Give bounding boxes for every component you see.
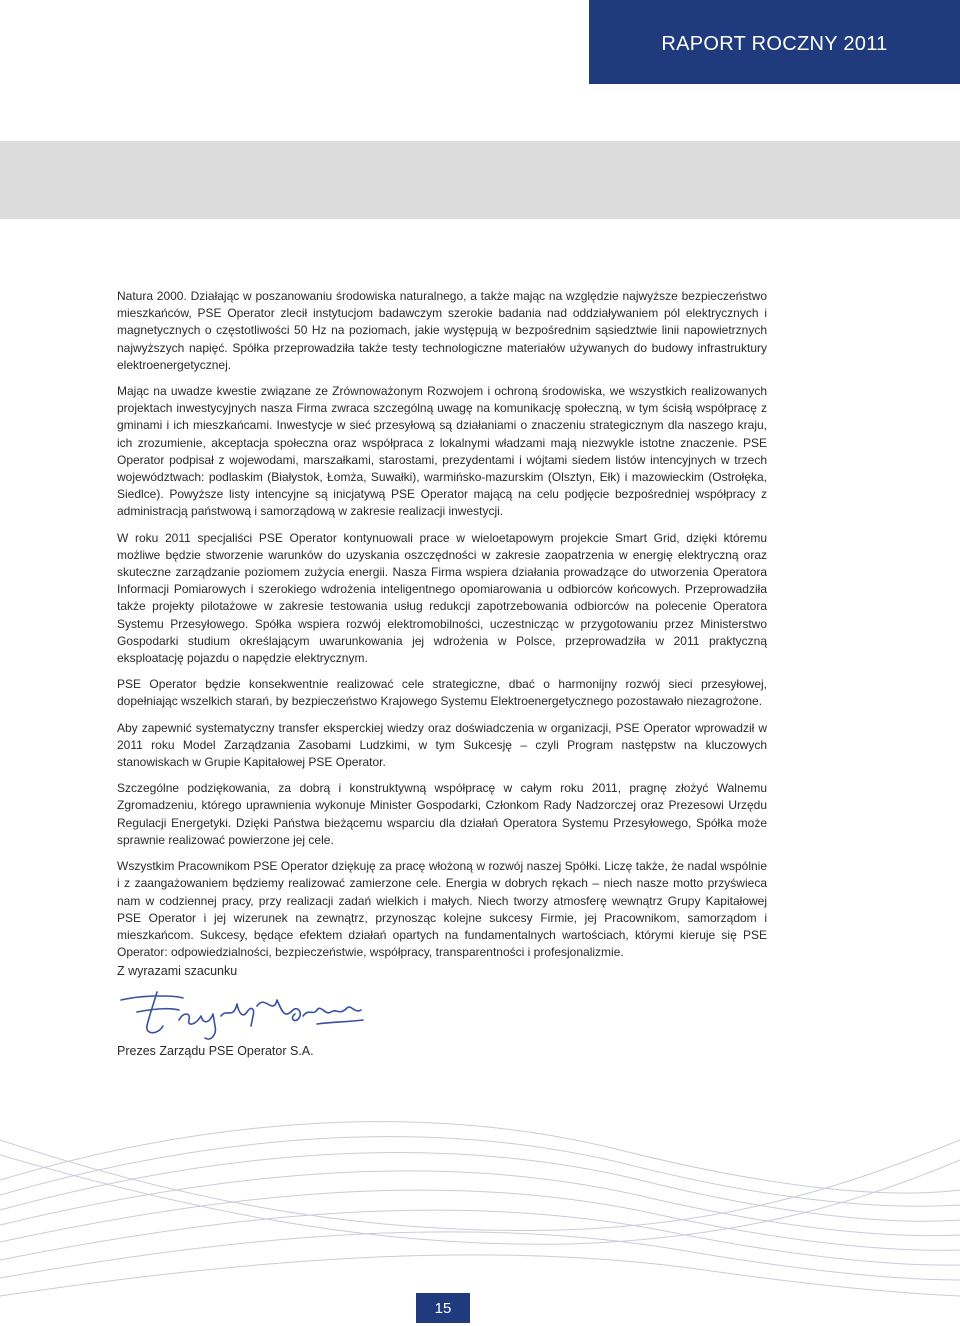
paragraph: Aby zapewnić systematyczny transfer eksperckiej wiedzy oraz doświadczenia w organizacji, PSE Operator wprowadził w 2011 roku Model Zarządzania Zasobami Ludzkimi, w tym Sukcesję – czyli Program następstw na kluczowych stanowiskach w Grupie Kapitałowej PSE Operator. [117,720,767,770]
report-title: RAPORT ROCZNY 2011 [661,32,888,55]
signature [117,986,367,1044]
page-number: 15 [416,1293,470,1323]
letter-body [117,288,767,970]
grey-band [0,141,960,219]
paragraph: W roku 2011 specjaliści PSE Operator kontynuowali prace w wieloetapowym projekcie Smart Grid, dzięki któremu możliwe będzie stworzenie warunków do uzyskania oszczędności w zakresie zaopatrzenia w energię elektryczną oraz skuteczne zarządzanie poziomem zużycia energii. Nasza Firma wspiera działania prowadzące do utworzenia Operatora Informacji Pomiarowych i szerokiego wdrożenia inteligentnego opomiarowania u odbiorców końcowych. Przeprowadziła także projekty pilotażowe w zakresie testowania usług redukcji zapotrzebowania odbiorców na polecenie Operatora Systemu Przesyłowego. Spółka wspiera rozwój elektromobilności, uczestnicząc w przygotowaniu przez Ministerstwo Gospodarki studium określającym uwarunkowania jej wdrożenia w Polsce, przeprowadziła w 2011 praktyczną eksploatację pojazdu o napędzie elektrycznym. [117,530,767,666]
closing-phrase: Z wyrazami szacunku [117,964,238,978]
signer-title: Prezes Zarządu PSE Operator S.A. [117,1044,314,1058]
paragraph: Szczególne podziękowania, za dobrą i konstruktywną współpracę w całym roku 2011, pragnę złożyć Walnemu Zgromadzeniu, którego uprawnienia wykonuje Minister Gospodarki, Członkom Rady Nadzorczej oraz Prezesowi Urzędu Regulacji Energetyki. Dzięki Państwa bieżącemu wsparciu dla działań Operatora Systemu Przesyłowego, Spółka może sprawnie realizować powierzone jej cele. [117,781,767,847]
paragraph: Mając na uwadze kwestie związane ze Zrównoważonym Rozwojem i ochroną środowiska, we wszystkich realizowanych projektach inwestycyjnych nasza Firma zwraca szczególną uwagę na komunikację społeczną, w tym ścisłą współpracę z gminami i ich mieszkańcami. Inwestycje w sieć przesyłową są działaniami o znaczeniu strategicznym dla naszego kraju, ich zrozumienie, akceptacja społeczna oraz współpraca z lokalnymi władzami mają niezwykle istotne znaczenie. PSE Operator podpisał z wojewodami, marszałkami, starostami, prezydentami i wójtami siedem listów intencyjnych w trzech województwach: podlaskim (Białystok, Łomża, Suwałki), warmińsko-mazurskim (Olsztyn, Ełk) i mazowieckim (Ostrołęka, Siedlce). Powyższe listy intencyjne są inicjatywą PSE Operator mającą na celu podjęcie bezpośredniej współpracy z administracją państwową i samorządową w zakresie realizacji inwestycji. [117,384,767,519]
paragraph: PSE Operator będzie konsekwentnie realizować cele strategiczne, dbać o harmonijny rozwój sieci przesyłowej, dopełniając wszelkich starań, by bezpieczeństwo Krajowego Systemu Elektroenergetycznego pozostawało niezagrożone. [117,677,767,709]
paragraph: Natura 2000. Działając w poszanowaniu środowiska naturalnego, a także mając na względzie najwyższe bezpieczeństwo mieszkańców, PSE Operator zlecił instytucjom badawczym szerokie badania nad oddziaływaniem pól elektrycznych i magnetycznych o częstotliwości 50 Hz na poziomach, jakie występują w bezpośrednim sąsiedztwie linii napowietrznych najwyższych napięć. Spółka przeprowadziła także testy technologiczne materiałów używanych do budowy infrastruktury elektroenergetycznej. [117,289,767,372]
paragraph: Wszystkim Pracownikom PSE Operator dziękuję za pracę włożoną w rozwój naszej Spółki. Liczę także, że nadal wspólnie i z zaangażowaniem będziemy realizować zamierzone cele. Energia w dobrych rękach – niech nasze motto przyświeca nam w codziennej pracy, przy realizacji zadań wielkich i małych. Niech tworzy atmosferę wewnątrz Grupy Kapitałowej PSE Operator i jej wizerunek na zewnątrz, przynosząc kolejne sukcesy Firmie, jej Pracownikom, samorządom i mieszkańcom. Sukcesy, będące efektem działań opartych na fundamentalnych wartościach, którymi kieruje się PSE Operator: odpowiedzialności, bezpieczeństwie, współpracy, transparentności i profesjonalizmie. [117,859,767,960]
decorative-waves [0,1060,960,1326]
header-banner [589,0,960,84]
